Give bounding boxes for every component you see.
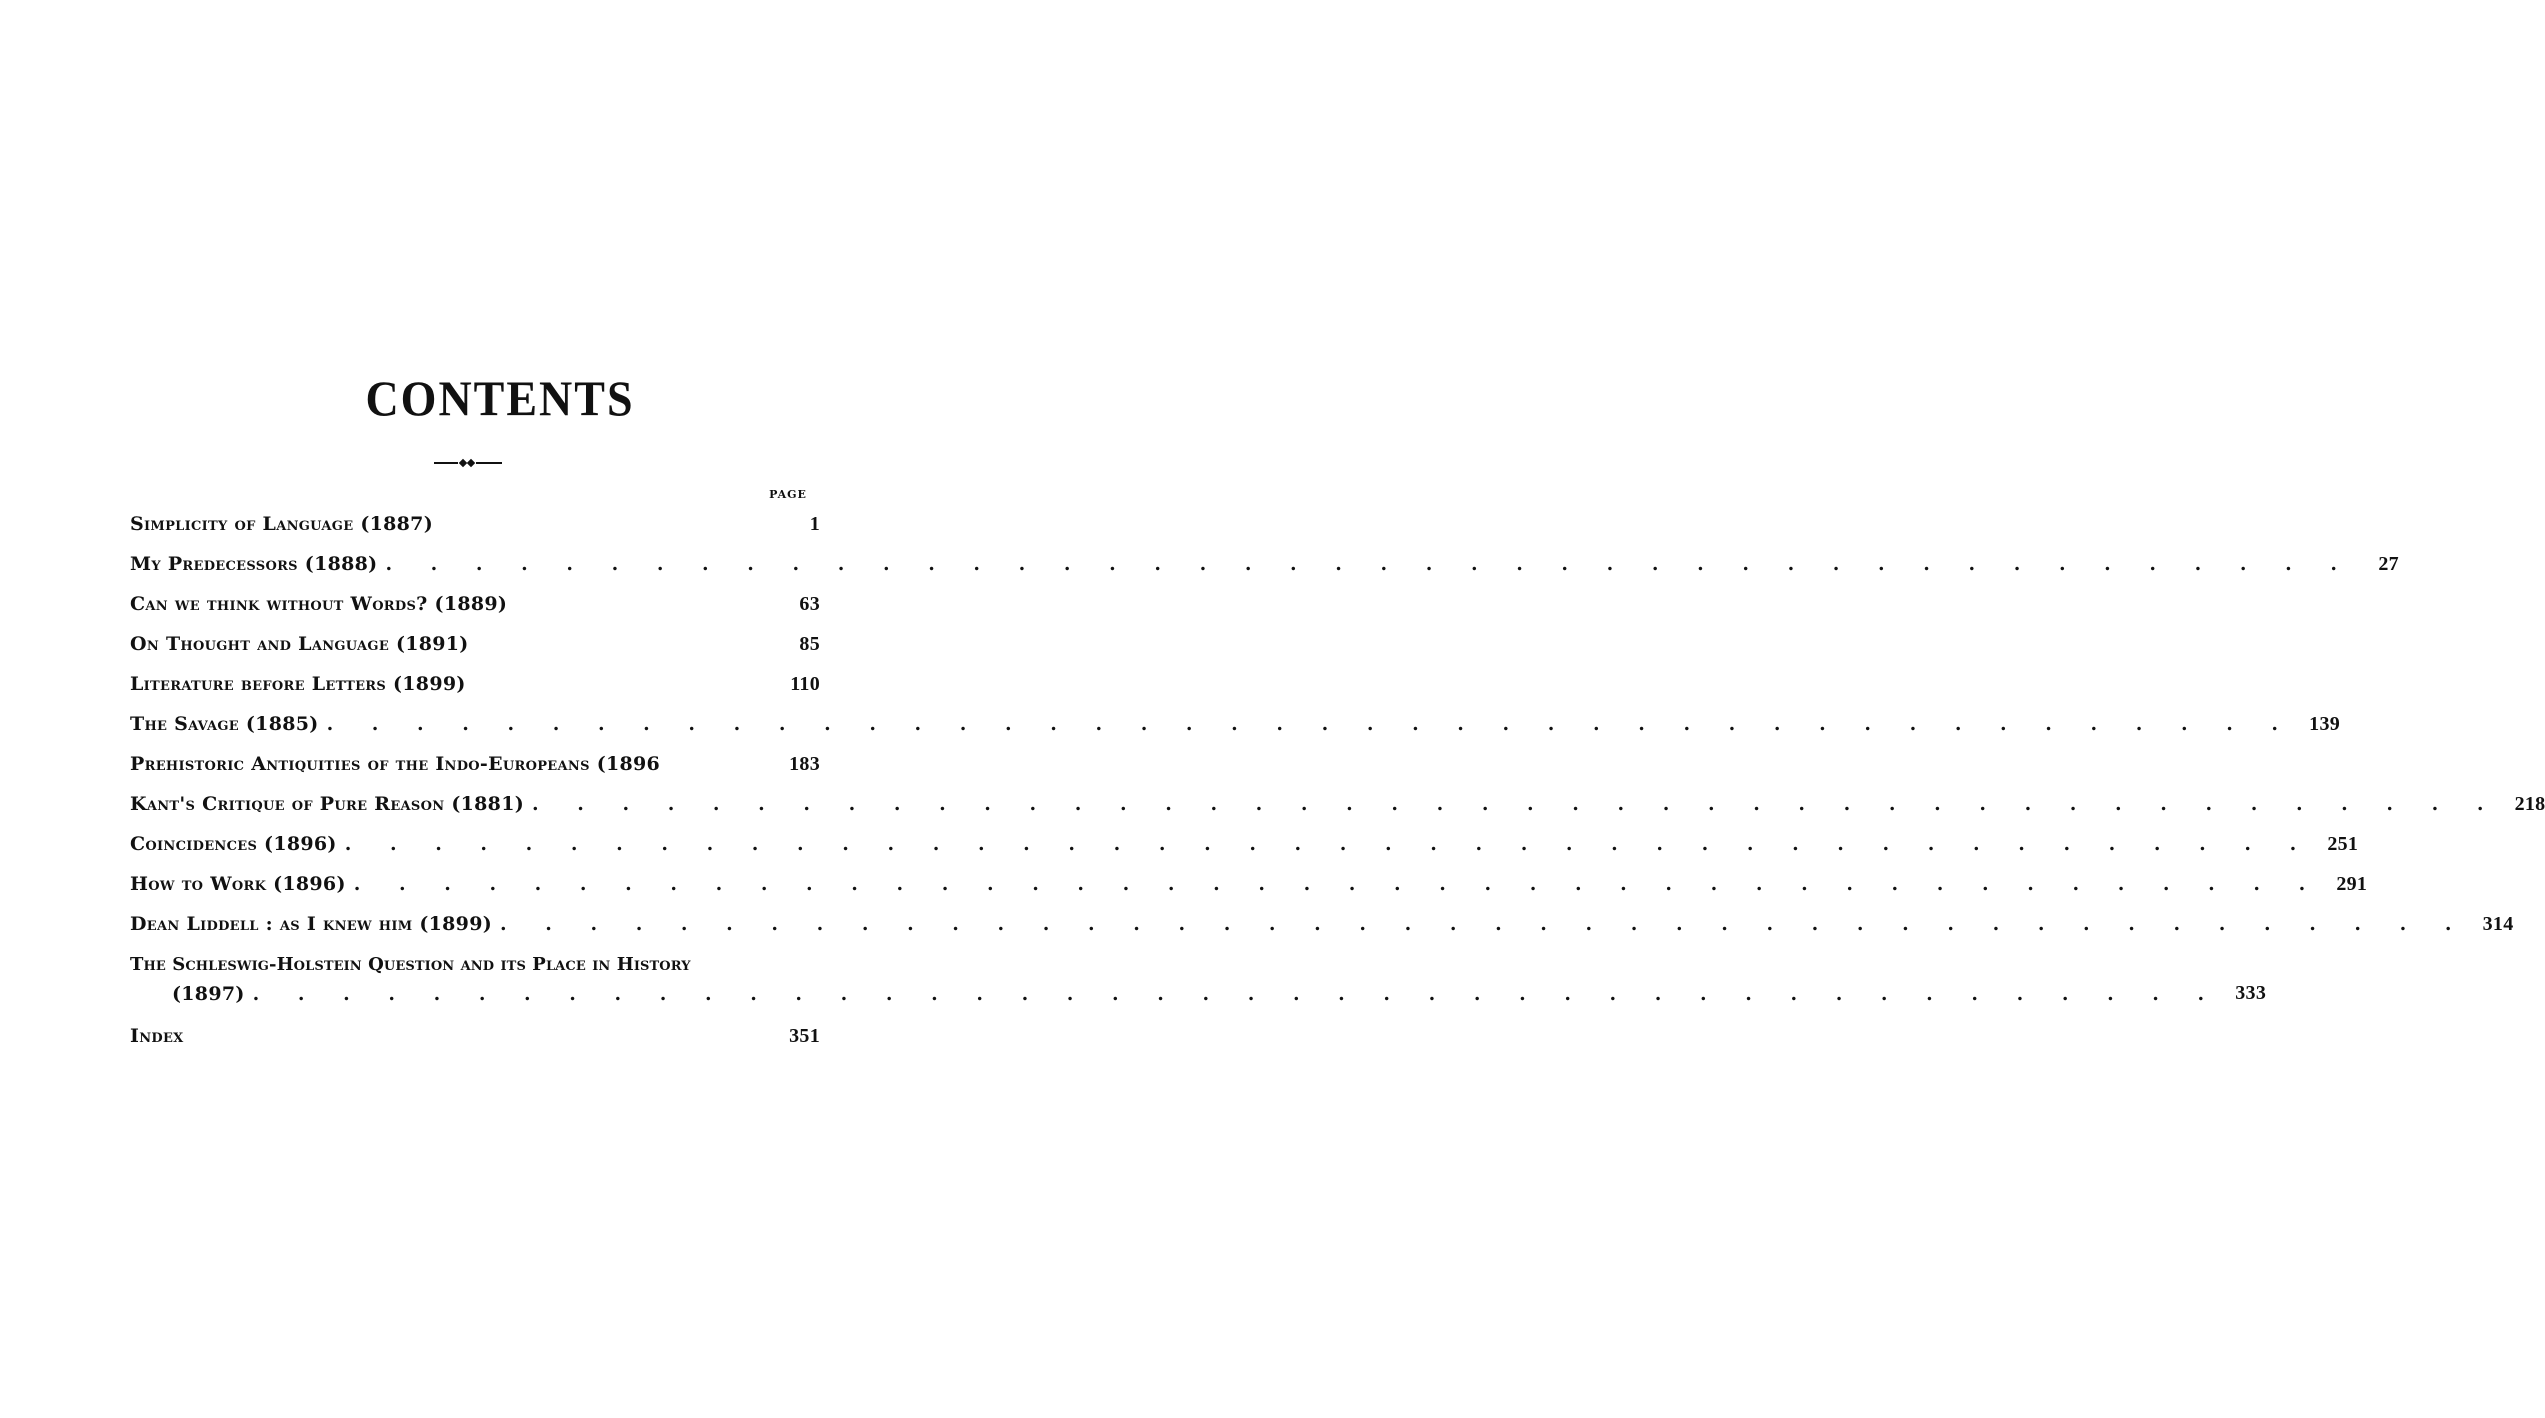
toc-entry-spacer <box>192 1023 774 1049</box>
toc-entry-title: On Thought and Language (1891) <box>130 633 469 655</box>
toc-entry-page: 1 <box>809 512 820 535</box>
toc-entry <box>130 744 820 784</box>
toc-entry-page: 183 <box>789 752 820 775</box>
toc-entry-spacer <box>474 671 774 697</box>
toc-entry-page: 139 <box>2309 712 2341 735</box>
toc-entry <box>130 504 820 544</box>
toc-entry <box>130 624 820 664</box>
toc-entry <box>130 704 2341 744</box>
toc-entry-title-continued: (1897) <box>172 982 245 1005</box>
toc-entry <box>130 824 2359 864</box>
toc-entry-title: The Savage (1885) <box>130 713 319 735</box>
toc-entry-leaders: . . . . . . . . . . . . . . . . . . . . . . . . . . . . . . . . . . . . . . . . . . . . <box>500 913 2468 935</box>
toc-entry-leaders: . . . . . . . . . . . . . . . . . . . . . . . . . . . . . . . . . . . . . . . . . . . . <box>326 713 2295 735</box>
toc-entry-page: 85 <box>799 632 820 655</box>
toc-entry-spacer <box>441 511 774 537</box>
toc-entry <box>130 664 820 704</box>
toc-entry-title: Coincidences (1896) <box>130 833 337 855</box>
toc-entry-title: My Predecessors (1888) <box>130 553 378 575</box>
toc-entry-page: 110 <box>790 672 820 695</box>
toc-entry-title: Simplicity of Language (1887) <box>130 513 433 535</box>
ornament-divider <box>434 461 502 465</box>
toc-entry-title: Literature before Letters (1899) <box>130 673 466 695</box>
page-column-header: PAGE <box>769 488 807 501</box>
toc-entry-page: 63 <box>799 592 820 615</box>
toc-entry-page: 314 <box>2482 912 2514 935</box>
page-title: CONTENTS <box>365 370 635 427</box>
toc-entry-title: Kant's Critique of Pure Reason (1881) <box>130 793 524 815</box>
toc-entry <box>130 944 2267 1016</box>
toc-entry <box>130 1016 820 1056</box>
toc-entry <box>130 544 2399 584</box>
toc-entry-page: 351 <box>789 1024 820 1047</box>
toc-entry-leaders: . . . . . . . . . . . . . . . . . . . . . . . . . . . . . . . . . . . . . . . . . . . . <box>344 833 2313 855</box>
toc-entry-title: How to Work (1896) <box>130 873 346 895</box>
toc-entry-title: Dean Liddell : as I knew him (1899) <box>130 913 493 935</box>
toc-entry <box>130 584 820 624</box>
toc-entry-page: 27 <box>2378 552 2399 575</box>
toc-entry <box>130 864 2368 904</box>
toc-entry <box>130 904 2514 944</box>
toc-entry-page: 218 <box>2514 792 2545 815</box>
toc-entry-title: Prehistoric Antiquities of the Indo-Europeans (1896 <box>130 753 661 775</box>
toc-entry-leaders: . . . . . . . . . . . . . . . . . . . . . . . . . . . . . . . . . . . . . . . . . . . . <box>353 873 2322 895</box>
toc-entry-page: 291 <box>2336 872 2368 895</box>
ornament-line-left <box>434 462 458 464</box>
toc-entry-spacer <box>515 591 774 617</box>
toc-entry-page: 333 <box>2235 982 2267 1004</box>
toc-entry-title: Index <box>130 1025 184 1047</box>
table-of-contents <box>130 504 2545 1056</box>
toc-entry-page: 251 <box>2327 832 2359 855</box>
toc-entry-leaders: . . . . . . . . . . . . . . . . . . . . . . . . . . . . . . . . . . . . . . . . . . . . <box>532 793 2500 815</box>
toc-entry-leaders: . . . . . . . . . . . . . . . . . . . . . . . . . . . . . . . . . . . . . . . . . . . . <box>252 982 2221 1005</box>
toc-entry-title: Can we think without Words? (1889) <box>130 593 508 615</box>
ornament-diamond <box>467 459 475 467</box>
ornament-line-right <box>476 462 502 464</box>
toc-entry-title: The Schleswig-Holstein Question and its Place in History <box>130 953 691 975</box>
toc-entry <box>130 784 2545 824</box>
toc-entry-spacer <box>477 631 774 657</box>
toc-entry-continuation <box>130 981 2267 1007</box>
toc-entry-spacer <box>668 751 774 777</box>
toc-entry-leaders: . . . . . . . . . . . . . . . . . . . . . . . . . . . . . . . . . . . . . . . . . . . . <box>385 553 2353 575</box>
